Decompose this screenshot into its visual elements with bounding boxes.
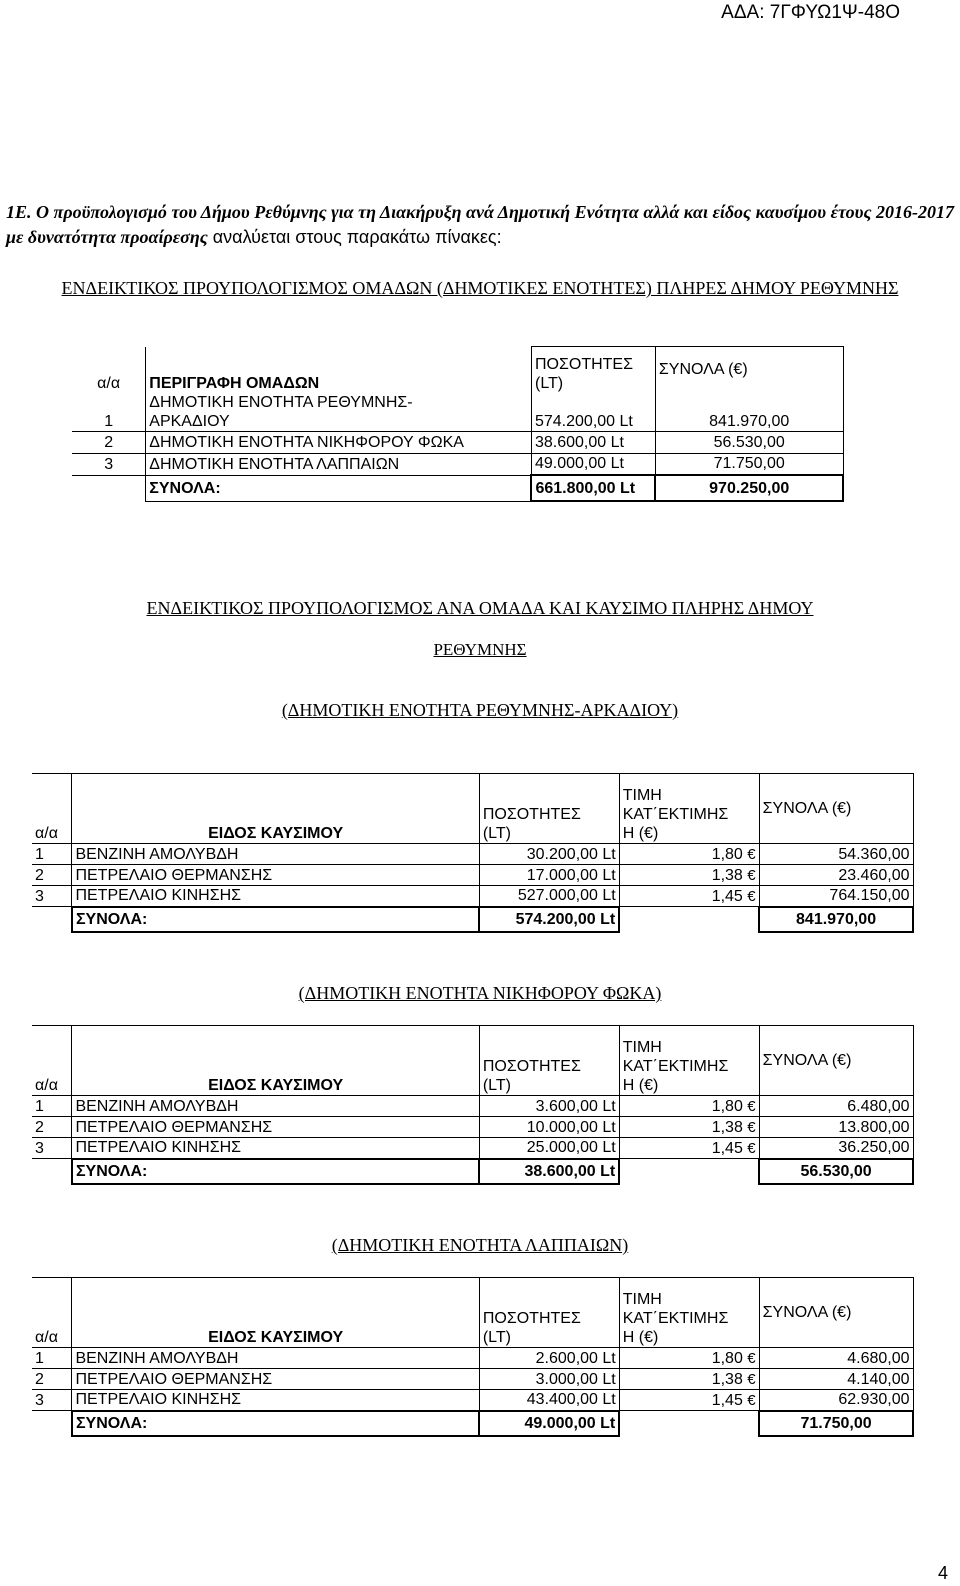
fuel-title-line1: ΕΝΔΕΙΚΤΙΚΟΣ ΠΡΟΥΠΟΛΟΓΙΣΜΟΣ ΑΝΑ ΟΜΑΔΑ ΚΑΙ ΚΑΥΣΙΜΟ ΠΛΗΡΗΣ ΔΗΜΟΥ [146, 598, 814, 618]
groups-table [72, 346, 844, 502]
fuel-row-price [619, 1369, 759, 1390]
groups-row-total: 56.530,00 [655, 431, 843, 453]
fuel-row-total: 62.930,00 [759, 1390, 913, 1411]
fuel-row-aa: 1 [32, 844, 72, 865]
fuel-row-price [619, 1138, 759, 1159]
fuel-row-kind: ΠΕΤΡΕΛΑΙΟ ΚΙΝΗΣΗΣ [72, 1138, 479, 1159]
fuel-row-price-value: 1,45 [711, 1139, 743, 1157]
fuel-row-price [619, 865, 759, 886]
fuel-header-qty-l2: (LT) [482, 1329, 511, 1346]
section-title: (ΔΗΜΟΤΙΚΗ ΕΝΟΤΗΤΑ ΛΑΠΠΑΙΩΝ) [331, 1235, 629, 1255]
fuel-row-aa: 2 [32, 1117, 72, 1138]
fuel-header-qty-l1: ΠΟΣΟΤΗΤΕΣ [482, 806, 581, 823]
fuel-row-price-value: 1,45 [711, 887, 743, 905]
fuel-totals-label: ΣΥΝΟΛΑ: [72, 1411, 479, 1436]
euro-icon: € [747, 845, 756, 863]
groups-row-aa: 3 [72, 453, 146, 475]
fuel-table [32, 773, 914, 933]
fuel-row-price-value: 1,38 [711, 1118, 743, 1136]
euro-icon: € [747, 1391, 756, 1409]
fuel-header-price-l3: Η (€) [622, 825, 659, 842]
section-title: (ΔΗΜΟΤΙΚΗ ΕΝΟΤΗΤΑ ΡΕΘΥΜΝΗΣ-ΑΡΚΑΔΙΟΥ) [281, 700, 679, 720]
fuel-row-qty: 527.000,00 Lt [479, 886, 619, 907]
fuel-row-kind: ΠΕΤΡΕΛΑΙΟ ΘΕΡΜΑΝΣΗΣ [72, 1369, 479, 1390]
groups-row-desc-line1: ΔΗΜΟΤΙΚΗ ΕΝΟΤΗΤΑ ΡΕΘΥΜΝΗΣ- [149, 393, 413, 411]
fuel-totals-gap [619, 907, 759, 932]
fuel-header-kind: ΕΙΔΟΣ ΚΑΥΣΙΜΟΥ [72, 774, 479, 844]
fuel-totals-gap [619, 1159, 759, 1184]
fuel-header-price-l1: ΤΙΜΗ [622, 787, 662, 804]
groups-row-desc: ΔΗΜΟΤΙΚΗ ΕΝΟΤΗΤΑ ΝΙΚΗΦΟΡΟΥ ΦΩΚΑ [146, 431, 532, 453]
fuel-row-qty: 25.000,00 Lt [479, 1138, 619, 1159]
fuel-row-aa: 2 [32, 865, 72, 886]
fuel-header-aa: α/α [32, 1278, 72, 1348]
euro-icon: € [747, 1349, 756, 1367]
groups-row-aa: 1 [104, 412, 114, 430]
fuel-table [32, 1025, 914, 1185]
fuel-row-price [619, 886, 759, 907]
euro-icon: € [747, 866, 756, 884]
fuel-row-price-value: 1,38 [711, 866, 743, 884]
fuel-row-total: 23.460,00 [759, 865, 913, 886]
groups-totals-blank [72, 475, 146, 501]
fuel-row-total: 36.250,00 [759, 1138, 913, 1159]
fuel-row-total: 4.140,00 [759, 1369, 913, 1390]
fuel-header-total: ΣΥΝΟΛΑ (€) [759, 1278, 913, 1348]
groups-row-qty: 574.200,00 Lt [531, 393, 655, 432]
euro-icon: € [747, 1118, 756, 1136]
fuel-totals-total: 56.530,00 [759, 1159, 913, 1184]
fuel-totals-qty: 49.000,00 Lt [479, 1411, 619, 1436]
fuel-row-price [619, 1348, 759, 1369]
groups-row-qty: 38.600,00 Lt [531, 431, 655, 453]
fuel-totals-gap [619, 1411, 759, 1436]
fuel-totals-total: 71.750,00 [759, 1411, 913, 1436]
fuel-header-aa: α/α [32, 774, 72, 844]
fuel-row-aa: 1 [32, 1348, 72, 1369]
fuel-header-qty [479, 1026, 619, 1096]
fuel-header-kind: ΕΙΔΟΣ ΚΑΥΣΙΜΟΥ [72, 1026, 479, 1096]
page-number: 4 [937, 1563, 948, 1583]
groups-totals-label: ΣΥΝΟΛΑ: [146, 475, 532, 501]
groups-row-qty: 49.000,00 Lt [531, 453, 655, 475]
fuel-row-price-value: 1,38 [711, 1370, 743, 1388]
fuel-header-qty-l2: (LT) [482, 825, 511, 842]
groups-row-total: 71.750,00 [655, 453, 843, 475]
section-title: (ΔΗΜΟΤΙΚΗ ΕΝΟΤΗΤΑ ΝΙΚΗΦΟΡΟΥ ΦΩΚΑ) [298, 983, 662, 1003]
fuel-row-qty: 10.000,00 Lt [479, 1117, 619, 1138]
groups-row-desc: ΔΗΜΟΤΙΚΗ ΕΝΟΤΗΤΑ ΛΑΠΠΑΙΩΝ [146, 453, 532, 475]
fuel-row-price-value: 1,80 [711, 1097, 743, 1115]
euro-icon: € [747, 1370, 756, 1388]
ada-code: ΑΔΑ: 7ΓΦΥΩ1Ψ-48Ο [721, 2, 900, 23]
fuel-row-price [619, 1117, 759, 1138]
fuel-header-kind: ΕΙΔΟΣ ΚΑΥΣΙΜΟΥ [72, 1278, 479, 1348]
fuel-header-total: ΣΥΝΟΛΑ (€) [759, 1026, 913, 1096]
groups-header-aa: α/α [97, 374, 121, 392]
groups-totals-qty: 661.800,00 Lt [531, 475, 655, 501]
fuel-row-price [619, 844, 759, 865]
intro-paragraph [6, 200, 954, 250]
fuel-row-qty: 30.200,00 Lt [479, 844, 619, 865]
fuel-row-total: 4.680,00 [759, 1348, 913, 1369]
fuel-header-qty-l2: (LT) [482, 1077, 511, 1094]
fuel-header-aa: α/α [32, 1026, 72, 1096]
fuel-header-price [619, 1026, 759, 1096]
fuel-header-qty-l1: ΠΟΣΟΤΗΤΕΣ [482, 1058, 581, 1075]
fuel-header-price-l1: ΤΙΜΗ [622, 1039, 662, 1056]
fuel-row-kind: ΒΕΝΖΙΝΗ ΑΜΟΛΥΒΔΗ [72, 844, 479, 865]
groups-header-desc: ΠΕΡΙΓΡΑΦΗ ΟΜΑΔΩΝ [146, 347, 532, 393]
fuel-row-kind: ΠΕΤΡΕΛΑΙΟ ΚΙΝΗΣΗΣ [72, 886, 479, 907]
fuel-row-price-value: 1,80 [711, 1349, 743, 1367]
fuel-row-qty: 3.000,00 Lt [479, 1369, 619, 1390]
fuel-header-price [619, 1278, 759, 1348]
fuel-row-total: 13.800,00 [759, 1117, 913, 1138]
fuel-row-kind: ΒΕΝΖΙΝΗ ΑΜΟΛΥΒΔΗ [72, 1348, 479, 1369]
euro-icon: € [747, 1097, 756, 1115]
fuel-row-kind: ΠΕΤΡΕΛΑΙΟ ΘΕΡΜΑΝΣΗΣ [72, 865, 479, 886]
fuel-header-price-l3: Η (€) [622, 1077, 659, 1094]
fuel-row-total: 764.150,00 [759, 886, 913, 907]
fuel-header-total: ΣΥΝΟΛΑ (€) [759, 774, 913, 844]
fuel-header-price-l3: Η (€) [622, 1329, 659, 1346]
fuel-header-price-l2: ΚΑΤ΄ΕΚΤΙΜΗΣ [622, 1310, 729, 1327]
fuel-row-aa: 2 [32, 1369, 72, 1390]
fuel-header-qty-l1: ΠΟΣΟΤΗΤΕΣ [482, 1310, 581, 1327]
fuel-row-qty: 3.600,00 Lt [479, 1096, 619, 1117]
fuel-totals-label: ΣΥΝΟΛΑ: [72, 907, 479, 932]
fuel-totals-qty: 38.600,00 Lt [479, 1159, 619, 1184]
euro-icon: € [747, 1139, 756, 1157]
fuel-row-price [619, 1096, 759, 1117]
fuel-row-aa: 3 [32, 1390, 72, 1411]
groups-row-desc [146, 393, 532, 432]
fuel-row-price-value: 1,45 [711, 1391, 743, 1409]
fuel-row-kind: ΠΕΤΡΕΛΑΙΟ ΘΕΡΜΑΝΣΗΣ [72, 1117, 479, 1138]
groups-row-total: 841.970,00 [655, 393, 843, 432]
fuel-table [32, 1277, 914, 1437]
groups-title: ΕΝΔΕΙΚΤΙΚΟΣ ΠΡΟΥΠΟΛΟΓΙΣΜΟΣ ΟΜΑΔΩΝ (ΔΗΜΟΤΙΚΕΣ ΕΝΟΤΗΤΕΣ) ΠΛΗΡΕΣ ΔΗΜΟΥ ΡΕΘΥΜΝΗΣ [61, 278, 899, 298]
groups-header-total: ΣΥΝΟΛΑ (€) [655, 347, 843, 393]
fuel-row-aa: 1 [32, 1096, 72, 1117]
fuel-row-total: 54.360,00 [759, 844, 913, 865]
groups-totals-total: 970.250,00 [655, 475, 843, 501]
fuel-row-qty: 2.600,00 Lt [479, 1348, 619, 1369]
fuel-row-kind: ΠΕΤΡΕΛΑΙΟ ΚΙΝΗΣΗΣ [72, 1390, 479, 1411]
fuel-totals-blank [32, 907, 72, 932]
fuel-header-qty [479, 1278, 619, 1348]
fuel-row-price [619, 1390, 759, 1411]
groups-row-desc-line2: ΑΡΚΑΔΙΟΥ [149, 412, 230, 430]
fuel-row-aa: 3 [32, 1138, 72, 1159]
fuel-totals-qty: 574.200,00 Lt [479, 907, 619, 932]
euro-icon: € [747, 887, 756, 905]
fuel-row-qty: 43.400,00 Lt [479, 1390, 619, 1411]
fuel-row-price-value: 1,80 [711, 845, 743, 863]
fuel-header-price [619, 774, 759, 844]
fuel-totals-total: 841.970,00 [759, 907, 913, 932]
intro-rest: αναλύεται στους παρακάτω πίνακες: [207, 227, 502, 247]
groups-row-aa: 2 [72, 431, 146, 453]
fuel-header-price-l2: ΚΑΤ΄ΕΚΤΙΜΗΣ [622, 1058, 729, 1075]
fuel-totals-blank [32, 1159, 72, 1184]
groups-header-qty: ΠΟΣΟΤΗΤΕΣ (LT) [531, 347, 655, 393]
fuel-header-qty [479, 774, 619, 844]
fuel-header-price-l1: ΤΙΜΗ [622, 1291, 662, 1308]
fuel-row-qty: 17.000,00 Lt [479, 865, 619, 886]
intro-bold: 1Ε. Ο προϋπολογισμό του Δήμου Ρεθύμνης για τη Διακήρυξη ανά Δημοτική Ενότητα αλλά και είδος καυσίμου έτους 2016-2017 με δυνατότητα προαίρεσης [6, 202, 955, 247]
fuel-title-line2: ΡΕΘΥΜΝΗΣ [433, 640, 527, 659]
fuel-row-aa: 3 [32, 886, 72, 907]
fuel-header-price-l2: ΚΑΤ΄ΕΚΤΙΜΗΣ [622, 806, 729, 823]
fuel-totals-blank [32, 1411, 72, 1436]
fuel-row-kind: ΒΕΝΖΙΝΗ ΑΜΟΛΥΒΔΗ [72, 1096, 479, 1117]
fuel-row-total: 6.480,00 [759, 1096, 913, 1117]
fuel-totals-label: ΣΥΝΟΛΑ: [72, 1159, 479, 1184]
